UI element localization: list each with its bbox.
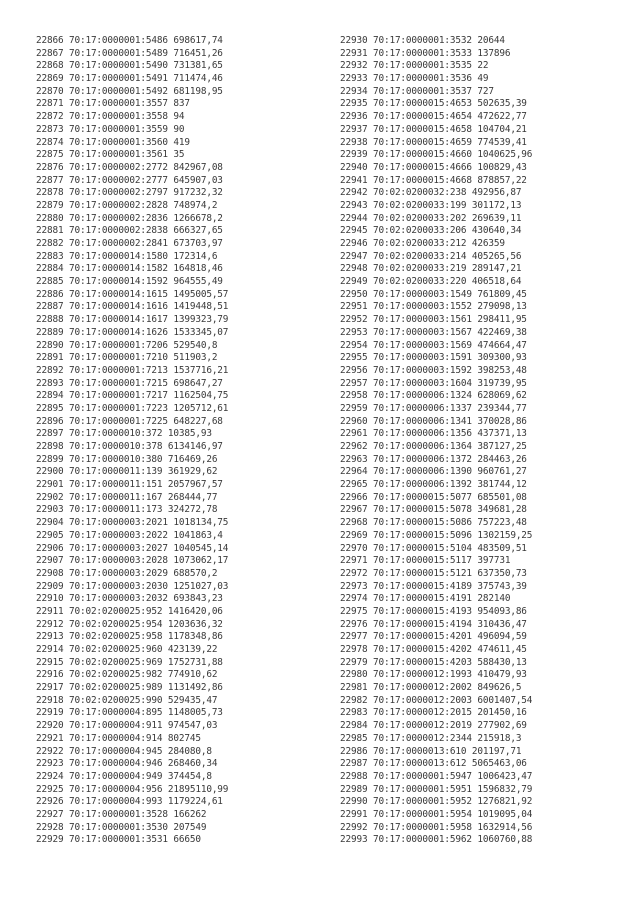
text-row: 22950 70:17:0000003:1549 761809,45 — [340, 288, 527, 300]
text-row: 22968 70:17:0000015:5086 757223,48 — [340, 517, 527, 529]
text-row: 22930 70:17:0000001:3532 20644 — [340, 35, 505, 46]
text-row: 22907 70:17:0000003:2028 1073062,17 — [36, 555, 229, 567]
text-row: 22937 70:17:0000015:4658 104704,21 — [340, 123, 527, 135]
text-row: 22981 70:17:0000012:2002 849626,5 — [340, 682, 522, 694]
text-row: 22977 70:17:0000015:4201 496094,59 — [340, 631, 527, 643]
text-row: 22911 70:02:0200025:952 1416420,06 — [36, 605, 223, 617]
text-row: 22877 70:17:0000002:2777 645907,03 — [36, 174, 223, 186]
text-row: 22987 70:17:0000013:612 5065463,06 — [340, 758, 527, 770]
text-row: 22936 70:17:0000015:4654 472622,77 — [340, 111, 527, 123]
text-row: 22890 70:17:0000001:7206 529540,8 — [36, 339, 218, 351]
text-row: 22871 70:17:0000001:3557 837 — [36, 98, 190, 110]
text-row: 22979 70:17:0000015:4203 588430,13 — [340, 656, 527, 668]
text-row: 22941 70:17:0000015:4668 878857,22 — [340, 174, 527, 186]
text-row: 22935 70:17:0000015:4653 502635,39 — [340, 98, 527, 110]
text-row: 22961 70:17:0000006:1356 437371,13 — [340, 428, 527, 440]
text-row: 22946 70:02:0200033:212 426359 — [340, 238, 505, 249]
text-row: 22944 70:02:0200033:202 269639,11 — [340, 212, 522, 224]
text-row: 22948 70:02:0200033:219 289147,21 — [340, 263, 522, 275]
text-row: 22940 70:17:0000015:4666 100829,43 — [340, 161, 527, 173]
text-row: 22886 70:17:0000014:1615 1495005,57 — [36, 288, 229, 300]
text-row: 22885 70:17:0000014:1592 964555,49 — [36, 276, 223, 288]
text-row: 22985 70:17:0000012:2344 215918,3 — [340, 732, 522, 744]
text-row: 22897 70:17:0000010:372 10385,93 — [36, 428, 212, 440]
text-row: 22931 70:17:0000001:3533 137896 — [340, 47, 511, 59]
text-row: 22951 70:17:0000003:1552 279098,13 — [340, 301, 527, 313]
text-row: 22883 70:17:0000014:1580 172314,6 — [36, 250, 218, 262]
text-row: 22990 70:17:0000001:5952 1276821,92 — [340, 796, 533, 808]
text-row: 22974 70:17:0000015:4191 282140 — [340, 593, 511, 605]
text-row: 22988 70:17:0000001:5947 1006423,47 — [340, 770, 533, 782]
text-row: 22867 70:17:0000001:5489 716451,26 — [36, 47, 223, 59]
text-row: 22894 70:17:0000001:7217 1162504,75 — [36, 390, 229, 402]
text-row: 22965 70:17:0000006:1392 381744,12 — [340, 479, 527, 491]
text-row: 22888 70:17:0000014:1617 1399323,79 — [36, 314, 229, 326]
text-row: 22978 70:17:0000015:4202 474611,45 — [340, 644, 527, 655]
text-row: 22967 70:17:0000015:5078 349681,28 — [340, 504, 527, 516]
text-row: 22910 70:17:0000003:2032 693843,23 — [36, 593, 223, 605]
text-row: 22966 70:17:0000015:5077 685501,08 — [340, 491, 527, 503]
text-row: 22878 70:17:0000002:2797 917232,32 — [36, 187, 223, 199]
text-row: 22904 70:17:0000003:2021 1018134,75 — [36, 517, 229, 529]
text-row: 22992 70:17:0000001:5958 1632914,56 — [340, 821, 533, 833]
text-row: 22921 70:17:0000004:914 802745 — [36, 732, 201, 744]
text-row: 22984 70:17:0000012:2019 277902,69 — [340, 720, 527, 732]
text-row: 22881 70:17:0000002:2838 666327,65 — [36, 225, 223, 237]
text-row: 22875 70:17:0000001:3561 35 — [36, 149, 185, 161]
text-row: 22895 70:17:0000001:7223 1205712,61 — [36, 402, 229, 414]
text-row: 22929 70:17:0000001:3531 66650 — [36, 834, 201, 846]
text-row: 22942 70:02:0200032:238 492956,87 — [340, 187, 522, 199]
text-row: 22924 70:17:0000004:949 374454,8 — [36, 770, 212, 782]
text-row: 22939 70:17:0000015:4660 1040625,96 — [340, 149, 533, 161]
text-row: 22898 70:17:0000010:378 6134146,97 — [36, 441, 223, 452]
text-row: 22923 70:17:0000004:946 268460,34 — [36, 758, 218, 770]
text-row: 22879 70:17:0000002:2828 748974,2 — [36, 199, 218, 211]
text-row: 22971 70:17:0000015:5117 397731 — [340, 555, 511, 567]
text-row: 22915 70:02:0200025:969 1752731,88 — [36, 656, 223, 668]
text-row: 22969 70:17:0000015:5096 1302159,25 — [340, 529, 533, 541]
text-row: 22870 70:17:0000001:5492 681198,95 — [36, 85, 223, 97]
text-row: 22901 70:17:0000011:151 2057967,57 — [36, 479, 223, 491]
text-row: 22986 70:17:0000013:610 201197,71 — [340, 745, 522, 757]
text-row: 22905 70:17:0000003:2022 1041863,4 — [36, 529, 223, 541]
text-row: 22916 70:02:0200025:982 774910,62 — [36, 669, 218, 681]
text-row: 22938 70:17:0000015:4659 774539,41 — [340, 136, 527, 148]
text-row: 22876 70:17:0000002:2772 842967,08 — [36, 161, 223, 173]
text-row: 22982 70:17:0000012:2003 6001407,54 — [340, 694, 533, 706]
text-row: 22949 70:02:0200033:220 406518,64 — [340, 276, 522, 288]
text-row: 22983 70:17:0000012:2015 201450,16 — [340, 707, 527, 719]
text-row: 22900 70:17:0000011:139 361929,62 — [36, 466, 218, 478]
text-row: 22882 70:17:0000002:2841 673703,97 — [36, 238, 223, 249]
text-row: 22957 70:17:0000003:1604 319739,95 — [340, 377, 527, 389]
text-row: 22991 70:17:0000001:5954 1019095,04 — [340, 808, 533, 820]
text-row: 22959 70:17:0000006:1337 239344,77 — [340, 402, 527, 414]
text-row: 22891 70:17:0000001:7210 511903,2 — [36, 352, 218, 364]
text-row: 22880 70:17:0000002:2836 1266678,2 — [36, 212, 223, 224]
text-row: 22925 70:17:0000004:956 21895110,99 — [36, 783, 229, 795]
text-row: 22914 70:02:0200025:960 423139,22 — [36, 644, 218, 655]
text-row: 22928 70:17:0000001:3530 207549 — [36, 821, 207, 833]
text-row: 22964 70:17:0000006:1390 960761,27 — [340, 466, 527, 478]
text-row: 22963 70:17:0000006:1372 284463,26 — [340, 453, 527, 465]
text-row: 22884 70:17:0000014:1582 164818,46 — [36, 263, 223, 275]
text-row: 22954 70:17:0000003:1569 474664,47 — [340, 339, 527, 351]
text-row: 22866 70:17:0000001:5486 698617,74 — [36, 35, 223, 46]
text-row: 22927 70:17:0000001:3528 166262 — [36, 808, 207, 820]
text-row: 22926 70:17:0000004:993 1179224,61 — [36, 796, 223, 808]
text-row: 22934 70:17:0000001:3537 727 — [340, 85, 494, 97]
left-column — [36, 35, 228, 847]
text-row: 22972 70:17:0000015:5121 637350,73 — [340, 567, 527, 579]
text-row: 22932 70:17:0000001:3535 22 — [340, 60, 489, 72]
text-row: 22912 70:02:0200025:954 1203636,32 — [36, 618, 223, 630]
text-row: 22919 70:17:0000004:895 1148005,73 — [36, 707, 223, 719]
text-row: 22892 70:17:0000001:7213 1537716,21 — [36, 364, 229, 376]
text-row: 22920 70:17:0000004:911 974547,03 — [36, 720, 218, 732]
text-row: 22962 70:17:0000006:1364 387127,25 — [340, 441, 527, 452]
text-row: 22933 70:17:0000001:3536 49 — [340, 73, 489, 85]
text-row: 22953 70:17:0000003:1567 422469,38 — [340, 326, 527, 338]
text-row: 22960 70:17:0000006:1341 370028,86 — [340, 415, 527, 427]
text-row: 22887 70:17:0000014:1616 1419448,51 — [36, 301, 229, 313]
text-row: 22896 70:17:0000001:7225 648227,68 — [36, 415, 223, 427]
text-row: 22906 70:17:0000003:2027 1040545,14 — [36, 542, 229, 554]
text-row: 22903 70:17:0000011:173 324272,78 — [36, 504, 218, 516]
text-row: 22913 70:02:0200025:958 1178348,86 — [36, 631, 223, 643]
text-row: 22993 70:17:0000001:5962 1060760,88 — [340, 834, 533, 846]
text-row: 22874 70:17:0000001:3560 419 — [36, 136, 190, 148]
text-row: 22908 70:17:0000003:2029 688570,2 — [36, 567, 218, 579]
text-row: 22943 70:02:0200033:199 301172,13 — [340, 199, 522, 211]
text-row: 22917 70:02:0200025:989 1131492,86 — [36, 682, 223, 694]
text-row: 22889 70:17:0000014:1626 1533345,07 — [36, 326, 229, 338]
text-row: 22980 70:17:0000012:1993 410479,93 — [340, 669, 527, 681]
text-row: 22945 70:02:0200033:206 430640,34 — [340, 225, 522, 237]
text-row: 22918 70:02:0200025:990 529435,47 — [36, 694, 218, 706]
text-row: 22970 70:17:0000015:5104 483509,51 — [340, 542, 527, 554]
text-row: 22868 70:17:0000001:5490 731381,65 — [36, 60, 223, 72]
text-row: 22899 70:17:0000010:380 716469,26 — [36, 453, 218, 465]
text-row: 22869 70:17:0000001:5491 711474,46 — [36, 73, 223, 85]
text-row: 22989 70:17:0000001:5951 1596832,79 — [340, 783, 533, 795]
text-row: 22973 70:17:0000015:4189 375743,39 — [340, 580, 527, 592]
text-row: 22893 70:17:0000001:7215 698647,27 — [36, 377, 223, 389]
text-row: 22956 70:17:0000003:1592 398253,48 — [340, 364, 527, 376]
right-column — [340, 35, 532, 847]
text-row: 22873 70:17:0000001:3559 90 — [36, 123, 185, 135]
text-row: 22952 70:17:0000003:1561 298411,95 — [340, 314, 527, 326]
text-row: 22958 70:17:0000006:1324 628069,62 — [340, 390, 527, 402]
text-row: 22955 70:17:0000003:1591 309300,93 — [340, 352, 527, 364]
text-row: 22922 70:17:0000004:945 284080,8 — [36, 745, 212, 757]
text-row: 22909 70:17:0000003:2030 1251027,03 — [36, 580, 229, 592]
text-row: 22902 70:17:0000011:167 268444,77 — [36, 491, 218, 503]
text-row: 22947 70:02:0200033:214 405265,56 — [340, 250, 522, 262]
text-row: 22975 70:17:0000015:4193 954093,86 — [340, 605, 527, 617]
text-row: 22976 70:17:0000015:4194 310436,47 — [340, 618, 527, 630]
text-row: 22872 70:17:0000001:3558 94 — [36, 111, 185, 123]
